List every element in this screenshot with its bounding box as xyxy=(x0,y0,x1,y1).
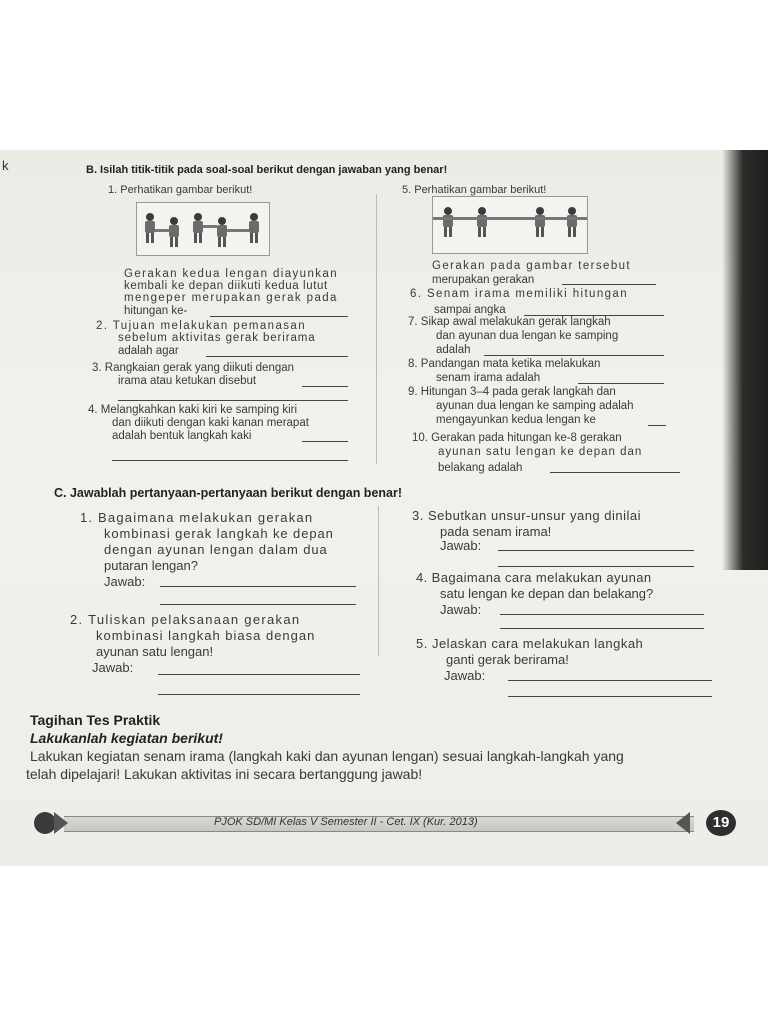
q8-line1: 8. Pandangan mata ketika melakukan xyxy=(408,358,601,370)
c5-answer-line-2[interactable] xyxy=(508,696,712,697)
tagihan-body-line2: telah dipelajari! Lakukan aktivitas ini secara bertanggung jawab! xyxy=(26,766,423,782)
c1-line1: 1. Bagaimana melakukan gerakan xyxy=(80,510,314,525)
q5-answer-blank[interactable] xyxy=(562,284,656,285)
q8-answer-blank[interactable] xyxy=(578,383,664,384)
tagihan-body-line1: Lakukan kegiatan senam irama (langkah kaki dan ayunan lengan) sesuai langkah-langkah yang xyxy=(30,748,624,764)
q7-line2: dan ayunan dua lengan ke samping xyxy=(436,330,619,342)
q4-answer-blank-2[interactable] xyxy=(112,460,348,461)
c1-answer-line[interactable] xyxy=(160,586,356,587)
footer-bar xyxy=(24,810,746,836)
q10-line3: belakang adalah xyxy=(438,462,523,474)
q6-line2: sampai angka xyxy=(434,304,506,316)
q4-line3: adalah bentuk langkah kaki xyxy=(112,430,252,442)
q9-line1: 9. Hitungan 3–4 pada gerak langkah dan xyxy=(408,386,616,398)
column-divider-c xyxy=(378,506,379,656)
q1-line3: mengeper merupakan gerak pada xyxy=(124,292,338,304)
q9-line3: mengayunkan kedua lengan ke xyxy=(436,414,596,426)
q1-line2: kembali ke depan diikuti kedua lutut xyxy=(124,280,328,292)
c3-line2: pada senam irama! xyxy=(440,524,552,539)
c1-answer-line-2[interactable] xyxy=(160,604,356,605)
q7-line3: adalah xyxy=(436,344,471,356)
c3-answer-line[interactable] xyxy=(498,550,694,551)
q2-line3: adalah agar xyxy=(118,345,179,357)
section-b-title: B. Isilah titik-titik pada soal-soal berikut dengan jawaban yang benar! xyxy=(86,164,448,176)
footer-book-title: PJOK SD/MI Kelas V Semester II - Cet. IX (Kur. 2013) xyxy=(214,816,478,828)
q1-label: 1. Perhatikan gambar berikut! xyxy=(108,184,253,196)
exercise-illustration-2 xyxy=(432,196,588,254)
photographed-page xyxy=(0,150,768,866)
c1-answer-label: Jawab: xyxy=(104,574,146,589)
q3-answer-blank-2[interactable] xyxy=(118,400,348,401)
edge-mark: k xyxy=(2,158,9,173)
q2-line1: 2. Tujuan melakukan pemanasan xyxy=(96,320,307,332)
worksheet-page xyxy=(0,150,768,866)
page-number: 19 xyxy=(706,810,736,836)
q3-line2: irama atau ketukan disebut xyxy=(118,375,257,387)
q4-line1: 4. Melangkahkan kaki kiri ke samping kiri xyxy=(88,404,298,416)
q7-answer-blank[interactable] xyxy=(484,355,664,356)
q4-answer-blank[interactable] xyxy=(302,441,348,442)
q9-line2: ayunan dua lengan ke samping adalah xyxy=(436,400,634,412)
c1-line2: kombinasi gerak langkah ke depan xyxy=(104,526,334,541)
footer-arrow-left-icon xyxy=(676,812,690,834)
c5-answer-line[interactable] xyxy=(508,680,712,681)
q2-line2: sebelum aktivitas gerak berirama xyxy=(118,332,316,344)
c2-answer-line[interactable] xyxy=(158,674,360,675)
exercise-illustration-1 xyxy=(136,202,270,256)
q2-answer-blank[interactable] xyxy=(206,356,348,357)
c2-line3: ayunan satu lengan! xyxy=(96,644,214,659)
q10-line2: ayunan satu lengan ke depan dan xyxy=(438,446,643,458)
q10-line1: 10. Gerakan pada hitungan ke-8 gerakan xyxy=(412,432,622,444)
q7-line1: 7. Sikap awal melakukan gerak langkah xyxy=(408,316,611,328)
section-c-title: C. Jawablah pertanyaan-pertanyaan berikut dengan benar! xyxy=(54,486,403,500)
q3-line1: 3. Rangkaian gerak yang diikuti dengan xyxy=(92,362,295,374)
footer-left-circle-icon xyxy=(34,812,56,834)
q5-line2: merupakan gerakan xyxy=(432,274,535,286)
c3-answer-line-2[interactable] xyxy=(498,566,694,567)
c4-line1: 4. Bagaimana cara melakukan ayunan xyxy=(416,570,652,585)
c4-answer-label: Jawab: xyxy=(440,602,482,617)
q10-answer-blank[interactable] xyxy=(550,472,680,473)
c3-answer-label: Jawab: xyxy=(440,538,482,553)
q5-line1: Gerakan pada gambar tersebut xyxy=(432,260,632,272)
c5-line1: 5. Jelaskan cara melakukan langkah xyxy=(416,636,644,651)
q8-line2: senam irama adalah xyxy=(436,372,541,384)
c5-answer-label: Jawab: xyxy=(444,668,486,683)
c1-line4: putaran lengan? xyxy=(104,558,198,573)
q1-answer-blank[interactable] xyxy=(210,316,348,317)
q1-line4: hitungan ke- xyxy=(124,305,188,317)
tagihan-title: Tagihan Tes Praktik xyxy=(30,712,161,728)
c2-answer-line-2[interactable] xyxy=(158,694,360,695)
c3-line1: 3. Sebutkan unsur-unsur yang dinilai xyxy=(412,508,642,523)
c5-line2: ganti gerak berirama! xyxy=(446,652,569,667)
q1-line1: Gerakan kedua lengan diayunkan xyxy=(124,268,338,280)
c4-answer-line[interactable] xyxy=(500,614,704,615)
c4-line2: satu lengan ke depan dan belakang? xyxy=(440,586,654,601)
c2-line1: 2. Tuliskan pelaksanaan gerakan xyxy=(70,612,301,627)
q6-line1: 6. Senam irama memiliki hitungan xyxy=(410,288,629,300)
tagihan-subtitle: Lakukanlah kegiatan berikut! xyxy=(30,730,223,746)
c2-answer-label: Jawab: xyxy=(92,660,134,675)
q4-line2: dan diikuti dengan kaki kanan merapat xyxy=(112,417,309,429)
c4-answer-line-2[interactable] xyxy=(500,628,704,629)
footer-arrow-right-icon xyxy=(54,812,68,834)
c2-line2: kombinasi langkah biasa dengan xyxy=(96,628,316,643)
q3-answer-blank[interactable] xyxy=(302,386,348,387)
q9-answer-blank[interactable] xyxy=(648,425,666,426)
column-divider-b xyxy=(376,194,377,464)
c1-line3: dengan ayunan lengan dalam dua xyxy=(104,542,328,557)
q5-label: 5. Perhatikan gambar berikut! xyxy=(402,184,547,196)
